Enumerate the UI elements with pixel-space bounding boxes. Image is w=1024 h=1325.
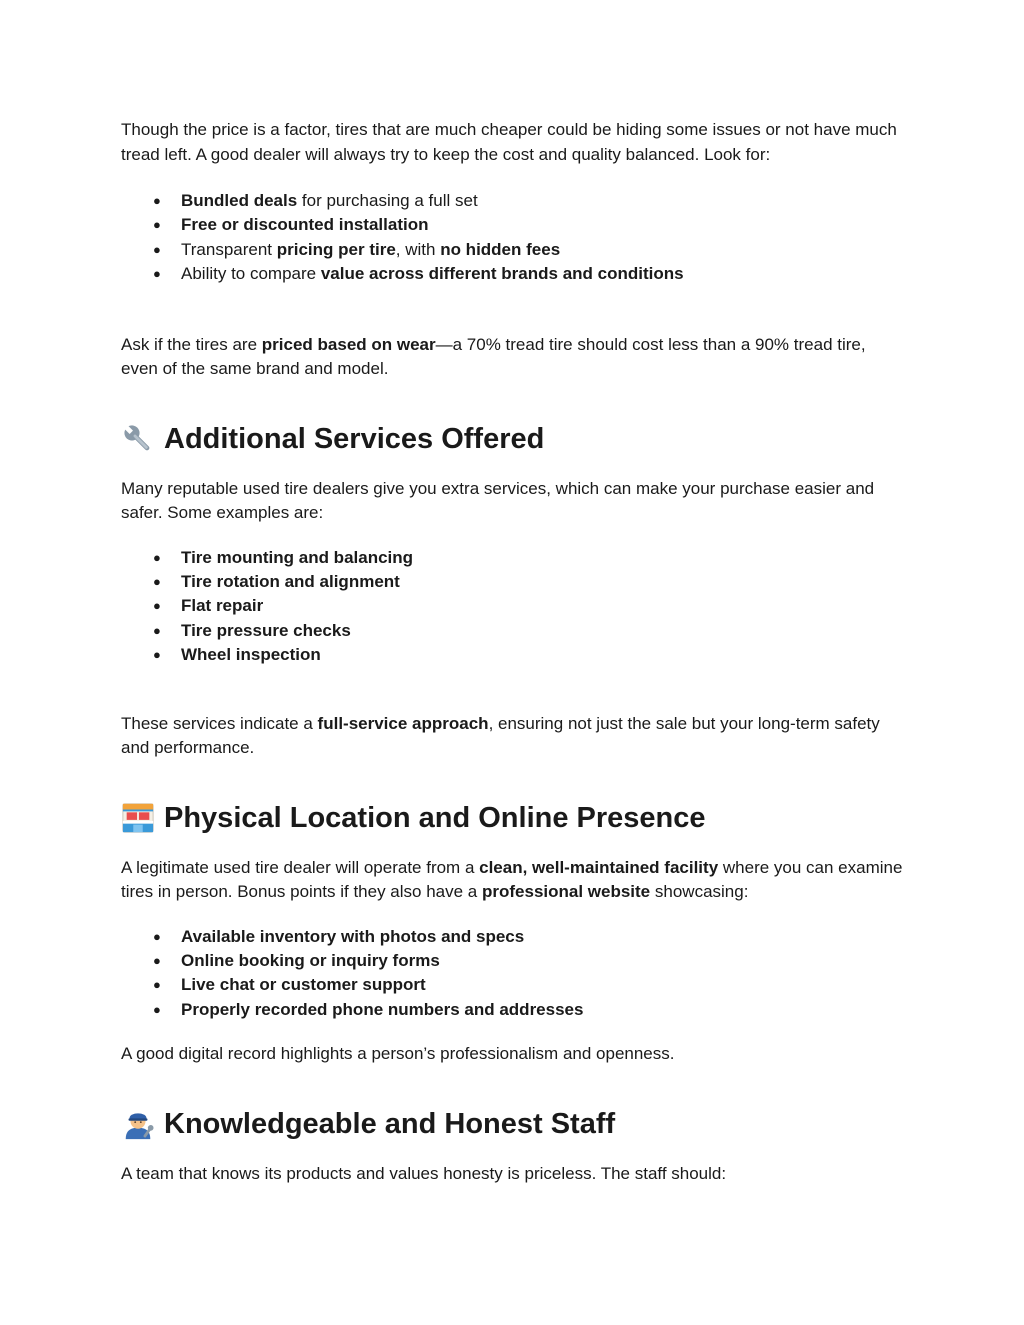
list-item: ● Free or discounted installation (153, 215, 429, 235)
heading-text: Physical Location and Online Presence (164, 801, 706, 834)
heading-text: Additional Services Offered (164, 422, 545, 455)
list-item: ● Live chat or customer support (153, 975, 426, 995)
services-bullet-list (121, 546, 906, 668)
list-item: ● Available inventory with photos and specs (153, 926, 525, 946)
services-heading (121, 421, 906, 457)
list-item: ● Flat repair (153, 596, 264, 616)
price-bullet-list (121, 189, 906, 287)
list-item: ● Ability to compare value across different brands and conditions (153, 264, 684, 284)
convenience-store-icon (121, 801, 155, 835)
mechanic-icon (121, 1107, 155, 1141)
staff-heading (121, 1106, 906, 1142)
location-bullet-list (121, 925, 906, 1023)
location-intro-paragraph: A legitimate used tire dealer will operate from a clean, well-maintained facility where you can examine tires in person. Bonus points if they also have a professional website showcasing: (121, 857, 903, 902)
document-page (121, 118, 906, 1186)
list-item: ● Tire pressure checks (153, 620, 351, 640)
list-item: ● Bundled deals for purchasing a full set (153, 191, 478, 210)
list-item: ● Properly recorded phone numbers and addresses (153, 999, 584, 1019)
heading-text: Knowledgeable and Honest Staff (164, 1107, 616, 1140)
services-summary-paragraph: These services indicate a full-service approach, ensuring not just the sale but your long-term safety and performance. (121, 713, 880, 758)
list-item: ● Wheel inspection (153, 645, 321, 665)
services-intro-paragraph: Many reputable used tire dealers give you extra services, which can make your purchase easier and safer. Some examples are: (121, 478, 875, 523)
wrench-icon (121, 422, 155, 456)
list-item: ● Tire rotation and alignment (153, 572, 400, 592)
location-summary-paragraph: A good digital record highlights a person’s professionalism and openness. (121, 1044, 675, 1064)
location-heading (121, 800, 906, 836)
staff-intro-paragraph: A team that knows its products and values honesty is priceless. The staff should: (121, 1163, 727, 1183)
list-item: ● Transparent pricing per tire, with no hidden fees (153, 239, 561, 259)
wear-paragraph: Ask if the tires are priced based on wear—a 70% tread tire should cost less than a 90% tread tire, even of the same brand and model. (121, 334, 866, 379)
list-item: ● Online booking or inquiry forms (153, 951, 440, 971)
list-item: ● Tire mounting and balancing (153, 547, 414, 567)
intro-paragraph: Though the price is a factor, tires that are much cheaper could be hiding some issues or not have much tread left. A good dealer will always try to keep the cost and quality balanced. Look for: (121, 120, 897, 164)
